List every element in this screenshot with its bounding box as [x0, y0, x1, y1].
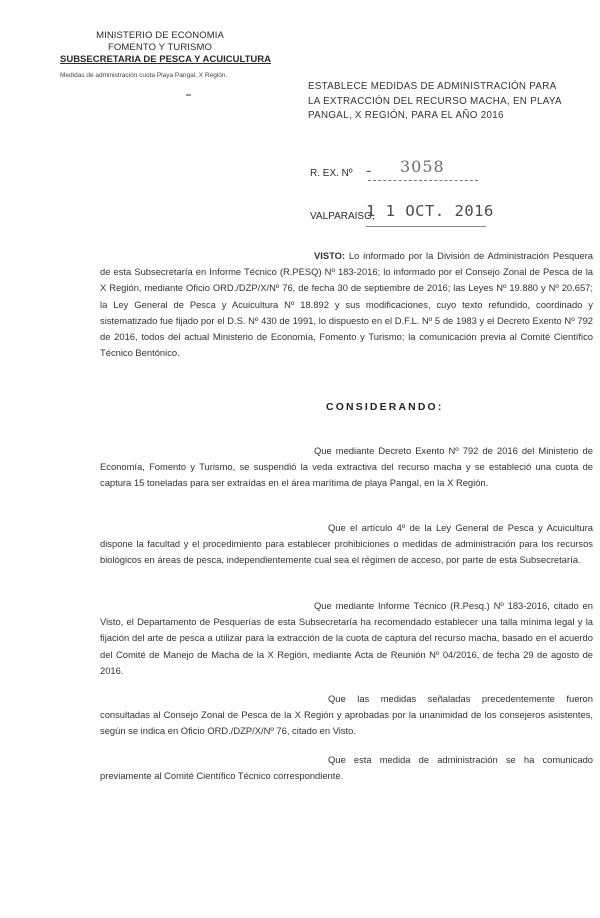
considerando-paragraph-2 — [100, 520, 593, 569]
subsecretaria-name: SUBSECRETARIA DE PESCA Y ACUICULTURA — [60, 54, 271, 65]
paragraph-text: Que mediante Decreto Exento Nº 792 de 2016 del Ministerio de Economía, Fomento y Turismo, se suspendió la veda extractiva del recurso macha y se estableció una cuota de captura 15 toneladas para ser extraídas en el área marítima de playa Pangal, en la X Región. — [100, 445, 593, 489]
considerando-paragraph-1 — [100, 443, 593, 492]
considerando-paragraph-5 — [100, 752, 593, 784]
scan-mark — [186, 94, 191, 96]
title-line-2: LA EXTRACCIÓN DEL RECURSO MACHA, EN PLAYA — [308, 95, 562, 107]
considerando-heading: CONSIDERANDO: — [326, 402, 444, 413]
considerando-paragraph-3 — [100, 598, 593, 679]
document-reference: Medidas de administración cuota Playa Pangal, X Región. — [60, 72, 228, 79]
letterhead — [60, 30, 271, 79]
paragraph-text: Que las medidas señaladas precedentemente fueron consultadas al Consejo Zonal de Pesca de la X Región y aprobadas por la unanimidad de los consejeros asistentes, según se indica en Oficio ORD./DZP/X/Nº 76, citado en Visto. — [100, 693, 593, 737]
resolution-number-row — [310, 157, 445, 179]
paragraph-text: Que mediante Informe Técnico (R.Pesq.) Nº 183-2016, citado en Visto, el Departamento de Pesquerías de esta Subsecretaría ha recomendado establecer una talla mínima legal y la fijación del arte de pesca a utilizar para la extracción de la cuota de captura del recurso macha, basado en el acuerdo del Comité de Manejo de Macha de la X Región, mediante Acta de Reunión Nº 04/2016, de fecha 29 de agosto de 2016. — [100, 600, 593, 676]
visto-lead: VISTO: — [314, 250, 346, 261]
visto-paragraph — [100, 248, 593, 361]
resolution-dash: - — [366, 162, 372, 179]
paragraph-text: Que el artículo 4º de la Ley General de Pesca y Acuicultura dispone la facultad y el procedimiento para establecer prohibiciones o medidas de administración para los recursos biológicos en áreas de pesca, independientemente cual sea el régimen de acceso, por parte de esta Subsecretaría. — [100, 522, 593, 566]
date-stamp-underline — [366, 226, 486, 227]
title-line-1: ESTABLECE MEDIDAS DE ADMINISTRACIÓN PARA — [308, 81, 557, 92]
ministry-name-line2: FOMENTO Y TURISMO — [108, 42, 212, 53]
title-line-3: PANGAL, X REGIÓN, PARA EL AÑO 2016 — [308, 110, 504, 121]
paragraph-text: Que esta medida de administración se ha comunicado previamente al Comité Científico Técnico correspondiente. — [100, 754, 593, 782]
resolution-title — [308, 80, 578, 124]
place-label: VALPARAISO, — [310, 211, 375, 222]
considerando-paragraph-4 — [100, 691, 593, 740]
resolution-number-line — [368, 180, 478, 181]
resolution-number-stamp: 3058 — [400, 157, 445, 176]
date-stamp: 1 1 OCT. 2016 — [366, 202, 494, 220]
ministry-name-line1: MINISTERIO DE ECONOMIA — [96, 30, 224, 41]
visto-text: Lo informado por la División de Administración Pesquera de esta Subsecretaría en Informe Técnico (R.PESQ) Nº 183-2016; lo informado por el Consejo Zonal de Pesca de la X Región, mediante Oficio ORD./DZP/X/Nº 76, de fecha 30 de septiembre de 2016; las Leyes Nº 19.880 y Nº 20.657; la Ley General de Pesca y Acuicultura Nº 18.892 y sus modificaciones, cuyo texto refundido, coordinado y sistematizado fue fijado por el D.S. Nº 430 de 1991, lo dispuesto en el D.F.L. Nº 5 de 1983 y el Decreto Exento Nº 792 de 2016, todos del actual Ministerio de Economía, Fomento y Turismo; la comunicación previa al Comité Científico Técnico Bentónico. — [100, 250, 593, 359]
resolution-label: R. EX. Nº — [310, 168, 353, 179]
